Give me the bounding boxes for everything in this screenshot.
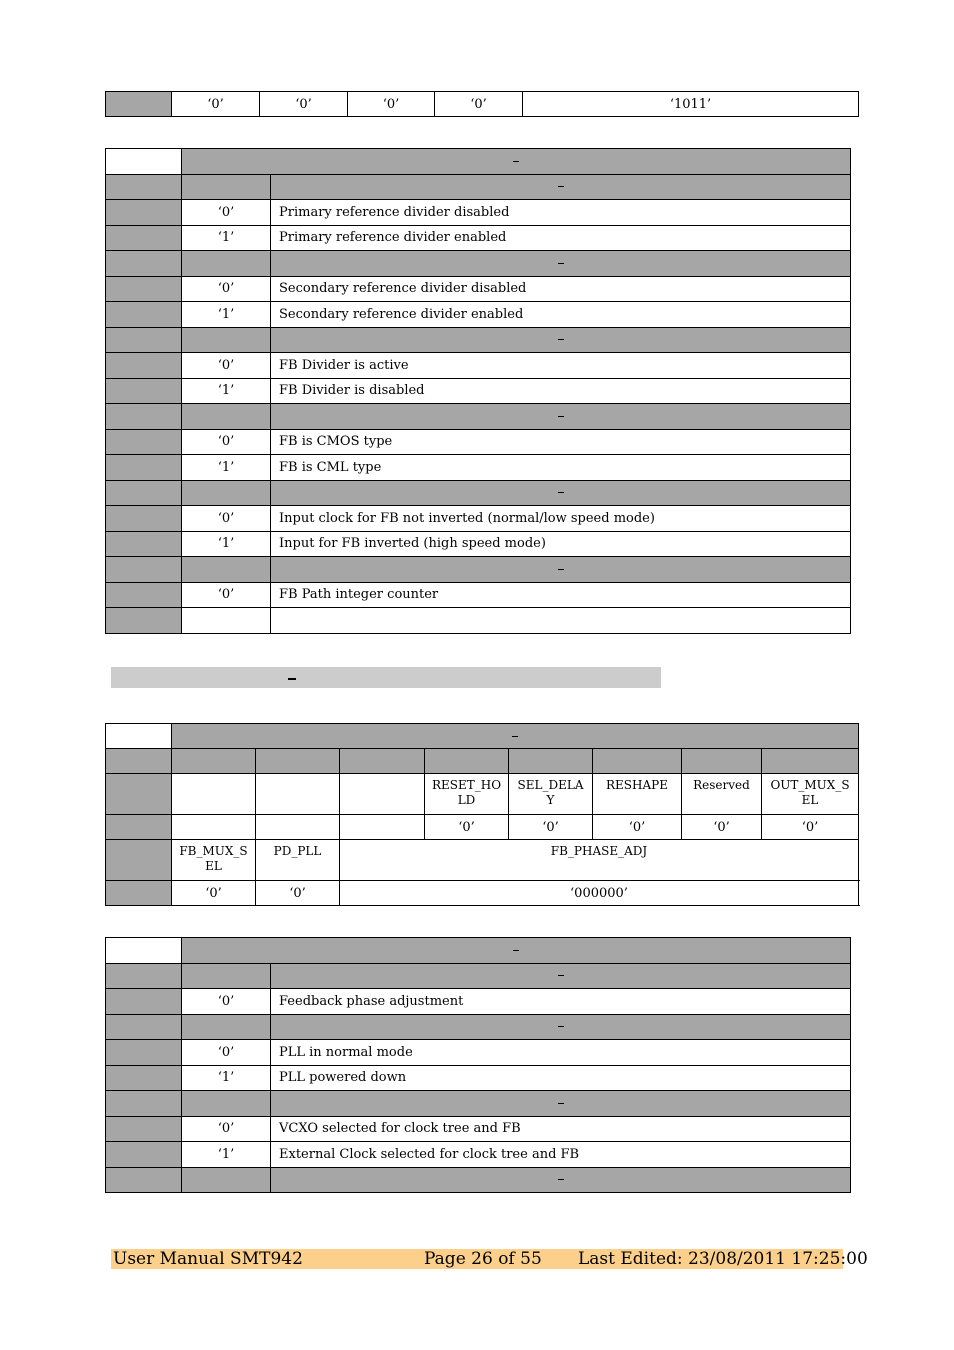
bit-name-cell: OUT_MUX_S EL: [762, 774, 859, 815]
description-cell: FB Divider is disabled: [271, 378, 851, 404]
bit-name-cell: PD_PLL: [256, 840, 340, 881]
description-cell: FB is CMOS type: [271, 429, 851, 455]
description-cell: Feedback phase adjustment: [271, 989, 851, 1015]
bit-heading-row: [106, 963, 851, 989]
register-description-table: [105, 148, 851, 634]
description-cell: Primary reference divider enabled: [271, 225, 851, 251]
description-cell: PLL in normal mode: [271, 1040, 851, 1066]
bit-heading-row: [106, 1167, 851, 1193]
default-value-cell: ‘0’: [762, 815, 859, 840]
value-cell: ‘0’: [182, 989, 271, 1015]
default-value-cell: ‘0’: [425, 815, 509, 840]
default-value-cell: ‘0’: [256, 881, 340, 906]
bit-heading-cell: [271, 480, 851, 506]
header-corner-cell: [106, 149, 182, 175]
bit-heading-cell: [271, 1091, 851, 1117]
table-row: [106, 1040, 851, 1066]
description-cell: PLL powered down: [271, 1065, 851, 1091]
section-heading-dash: [288, 678, 296, 680]
default-value-cell: ‘000000’: [340, 881, 859, 906]
description-cell: Primary reference divider disabled: [271, 200, 851, 226]
register-bitmap-table: [105, 723, 859, 906]
value-cell: ‘1011’: [523, 92, 859, 117]
table-row: [106, 353, 851, 379]
table-row: [106, 1065, 851, 1091]
value-cell: ‘0’: [182, 200, 271, 226]
bit-name-row: [106, 774, 859, 815]
register-values-table: [105, 91, 859, 117]
value-cell: ‘1’: [182, 531, 271, 557]
default-value-cell: ‘0’: [593, 815, 682, 840]
description-cell: Secondary reference divider disabled: [271, 276, 851, 302]
default-value-cell: ‘0’: [509, 815, 593, 840]
bit-heading-row: [106, 557, 851, 583]
value-cell: ‘0’: [182, 429, 271, 455]
table-row: [106, 276, 851, 302]
bit-heading-row: [106, 1014, 851, 1040]
bit-heading-row: [106, 327, 851, 353]
footer-last-edited: Last Edited: 23/08/2011 17:25:00: [578, 1249, 868, 1269]
value-cell: ‘0’: [435, 92, 523, 117]
description-cell: External Clock selected for clock tree and FB: [271, 1142, 851, 1168]
value-cell: ‘1’: [182, 378, 271, 404]
bit-name-cell: SEL_DELA Y: [509, 774, 593, 815]
bit-heading-cell: [271, 557, 851, 583]
table-row: [106, 1142, 851, 1168]
table-header-row: [106, 724, 859, 749]
bit-heading-row: [106, 251, 851, 277]
section-heading-bar: [111, 667, 661, 688]
value-cell: ‘1’: [182, 1065, 271, 1091]
bit-name-row: [106, 840, 859, 881]
description-cell: FB is CML type: [271, 455, 851, 481]
table-row: [106, 302, 851, 328]
table-row: [106, 455, 851, 481]
default-value-cell: ‘0’: [172, 881, 256, 906]
bit-heading-row: [106, 1091, 851, 1117]
table-row: [106, 608, 851, 634]
value-cell: ‘1’: [182, 455, 271, 481]
header-corner-cell: [106, 938, 182, 964]
bit-heading-cell: [271, 1167, 851, 1193]
value-cell: ‘0’: [182, 1040, 271, 1066]
description-cell: Secondary reference divider enabled: [271, 302, 851, 328]
bit-name-cell: RESHAPE: [593, 774, 682, 815]
page-footer: [111, 1249, 868, 1269]
table-row: [106, 378, 851, 404]
bit-heading-row: [106, 174, 851, 200]
table-row: [106, 506, 851, 532]
header-cell: [182, 938, 851, 964]
bit-name-cell: Reserved: [682, 774, 762, 815]
bit-name-cell: FB_PHASE_ADJ: [340, 840, 859, 881]
value-cell: ‘0’: [182, 1116, 271, 1142]
bit-heading-cell: [271, 327, 851, 353]
header-cell: [182, 149, 851, 175]
row-label-cell: [106, 92, 172, 117]
value-cell: ‘0’: [260, 92, 348, 117]
default-value-cell: ‘0’: [682, 815, 762, 840]
description-cell: VCXO selected for clock tree and FB: [271, 1116, 851, 1142]
table-row: [106, 200, 851, 226]
bit-heading-cell: [271, 963, 851, 989]
description-cell: FB Path integer counter: [271, 582, 851, 608]
footer-manual-title: User Manual SMT942: [113, 1249, 303, 1269]
default-value-row: [106, 815, 859, 840]
value-cell: ‘1’: [182, 225, 271, 251]
value-cell: ‘0’: [182, 276, 271, 302]
bit-heading-row: [106, 404, 851, 430]
bit-heading-cell: [271, 174, 851, 200]
table-header-row: [106, 149, 851, 175]
value-cell: ‘1’: [182, 302, 271, 328]
table-row: [106, 92, 859, 117]
value-cell: ‘0’: [348, 92, 435, 117]
bit-heading-cell: [271, 251, 851, 277]
bit-name-cell: FB_MUX_S EL: [172, 840, 256, 881]
table-row: [106, 531, 851, 557]
table-row: [106, 989, 851, 1015]
value-cell: ‘0’: [182, 353, 271, 379]
table-row: [106, 225, 851, 251]
header-corner-cell: [106, 724, 172, 749]
value-cell: ‘0’: [182, 582, 271, 608]
value-cell: ‘1’: [182, 1142, 271, 1168]
bit-number-row: [106, 749, 859, 774]
bit-heading-cell: [271, 404, 851, 430]
register-description-table-2: [105, 937, 851, 1193]
table-header-row: [106, 938, 851, 964]
table-row: [106, 582, 851, 608]
footer-page-number: Page 26 of 55: [424, 1249, 542, 1269]
table-row: [106, 1116, 851, 1142]
header-cell: [172, 724, 859, 749]
description-cell: Input clock for FB not inverted (normal/low speed mode): [271, 506, 851, 532]
bit-heading-row: [106, 480, 851, 506]
table-row: [106, 429, 851, 455]
description-cell: Input for FB inverted (high speed mode): [271, 531, 851, 557]
value-cell: ‘0’: [172, 92, 260, 117]
description-cell: FB Divider is active: [271, 353, 851, 379]
bit-name-cell: RESET_HO LD: [425, 774, 509, 815]
default-value-row: [106, 881, 859, 906]
bit-heading-cell: [271, 1014, 851, 1040]
value-cell: ‘0’: [182, 506, 271, 532]
